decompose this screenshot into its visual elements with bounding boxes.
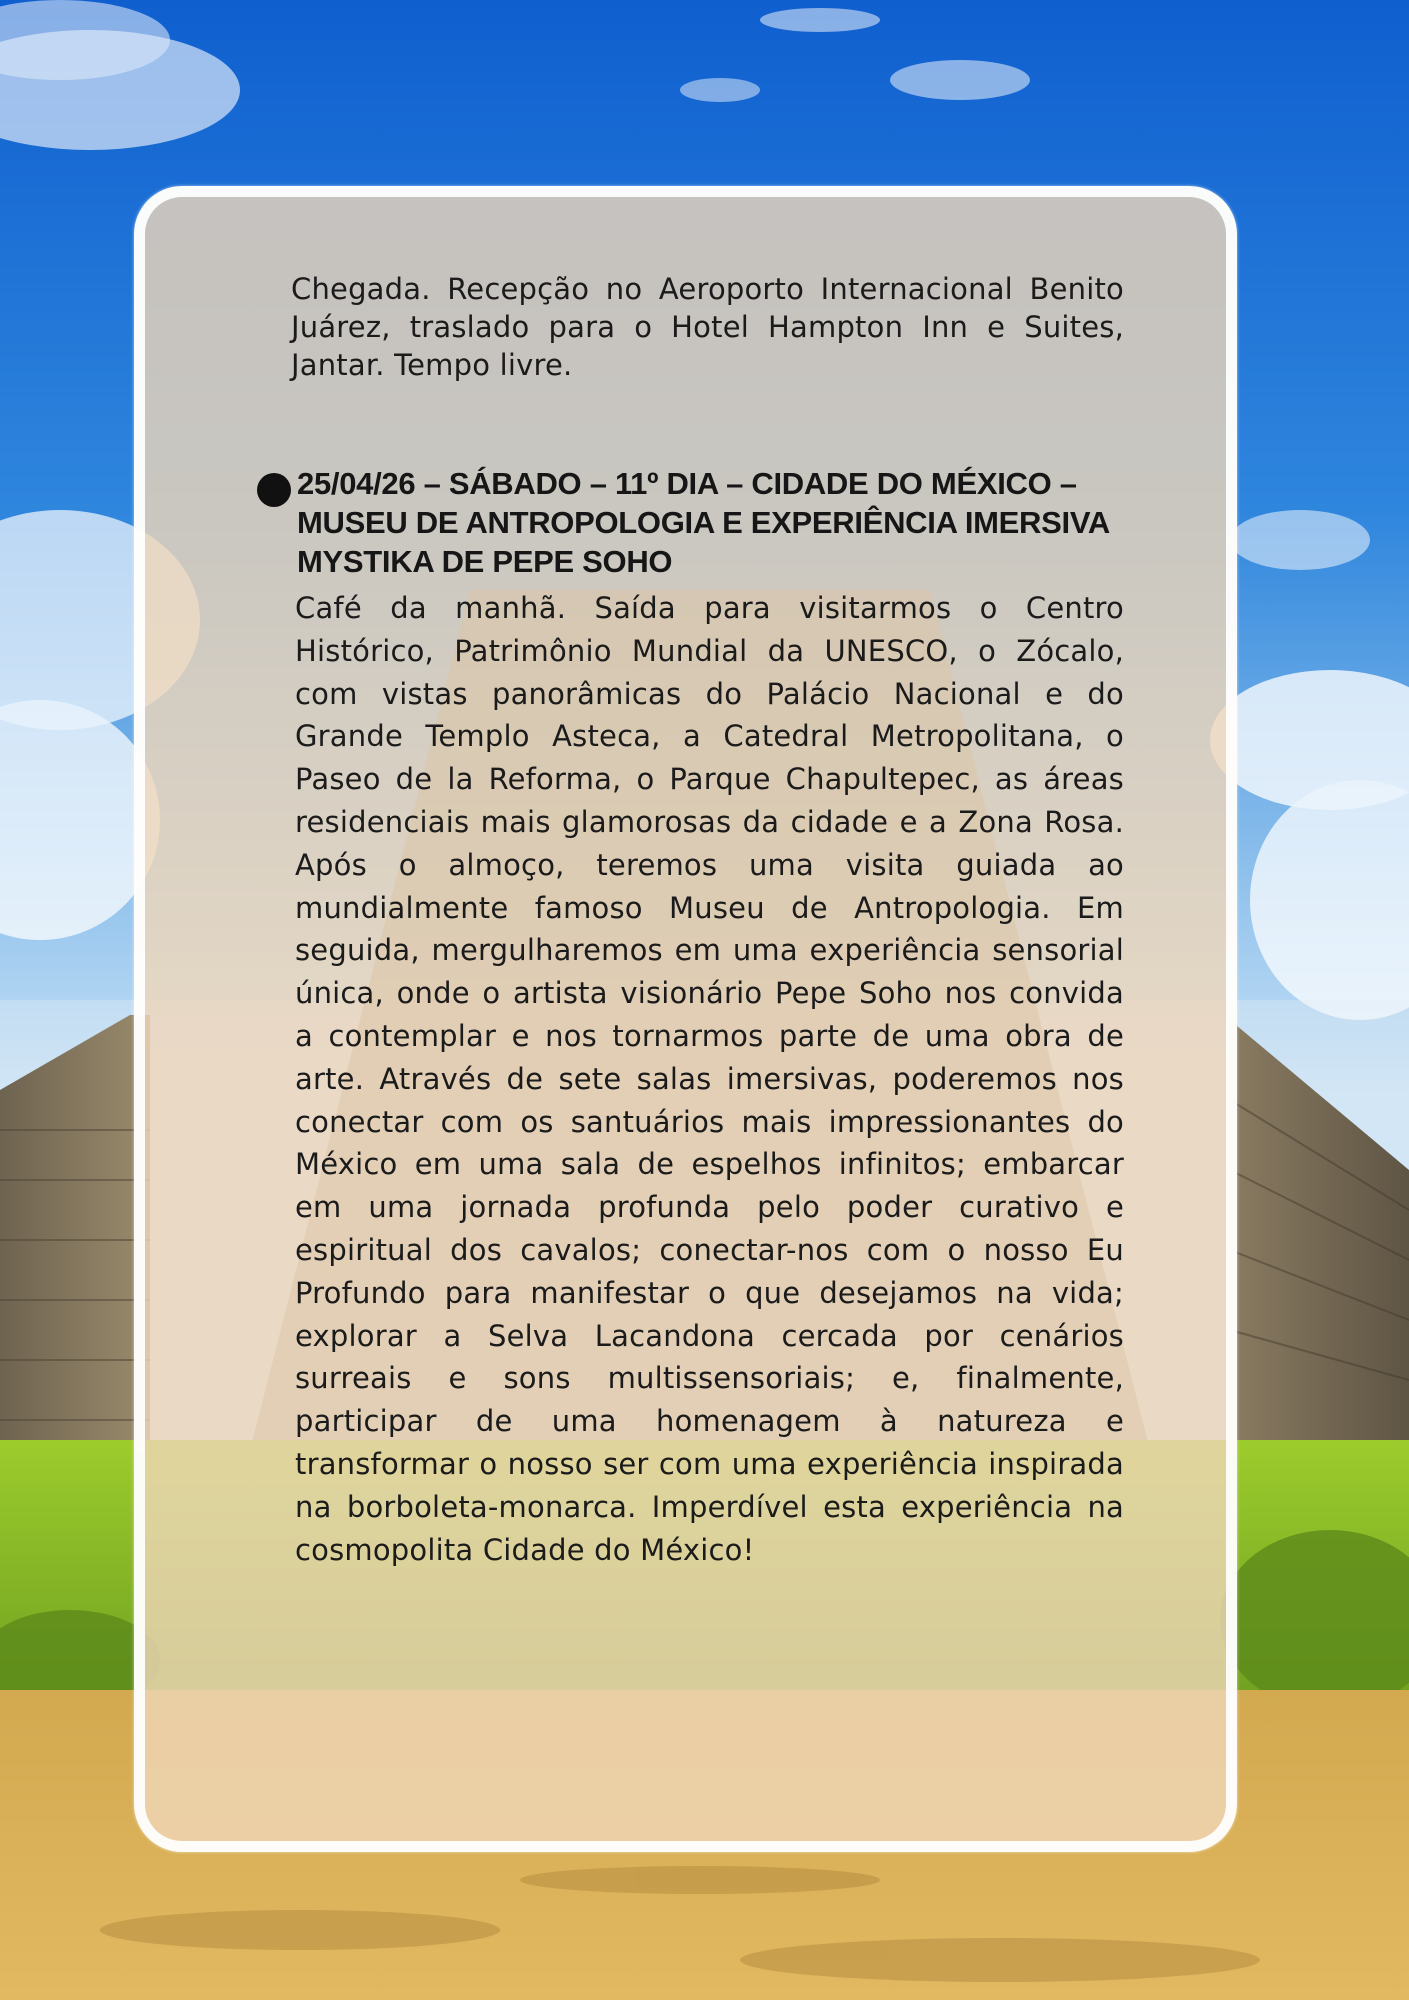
arrival-paragraph: Chegada. Recepção no Aeroporto Internacional Benito Juárez, traslado para o Hotel Hampton Inn e Suites, Jantar. Tempo livre. <box>291 272 1124 382</box>
day-description: Café da manhã. Saída para visitarmos o Centro Histórico, Patrimônio Mundial da UNESCO, o Zócalo, com vistas panorâmicas do Palácio Nacional e do Grande Templo Asteca, a Catedral Metropolitana, o Paseo de la Reforma, o Parque Chapultepec, as áreas residenciais mais glamorosas da cidade e a Zona Rosa. Após o almoço, teremos uma visita guiada ao mundialmente famoso Museu de Antropologia. Em seguida, mergulharemos em uma experiência sensorial única, onde o artista visionário Pepe Soho nos convida a contemplar e nos tornarmos parte de uma obra de arte. Através de sete salas imersivas, poderemos nos conectar com os santuários mais impressionantes do México em uma sala de espelhos infinitos; embarcar em uma jornada profunda pelo poder curativo e espiritual dos cavalos; conectar-nos com o nosso Eu Profundo para manifestar o que desejamos na vida; explorar a Selva Lacandona cercada por cenários surreais e sons multissensoriais; e, finalmente, participar de uma homenagem à natureza e transformar o nosso ser com uma experiência inspirada na borboleta-monarca. Imperdível esta experiência na cosmopolita Cidade do México! <box>295 591 1124 1567</box>
itinerary-content <box>291 270 1124 1571</box>
bullet-dot-icon <box>257 473 291 507</box>
itinerary-card <box>134 186 1237 1852</box>
day-title: 25/04/26 – SÁBADO – 11º DIA – CIDADE DO MÉXICO – MUSEU DE ANTROPOLOGIA E EXPERIÊNCIA IMERSIVA MYSTIKA DE PEPE SOHO <box>297 466 1109 579</box>
day-entry <box>291 464 1124 1571</box>
